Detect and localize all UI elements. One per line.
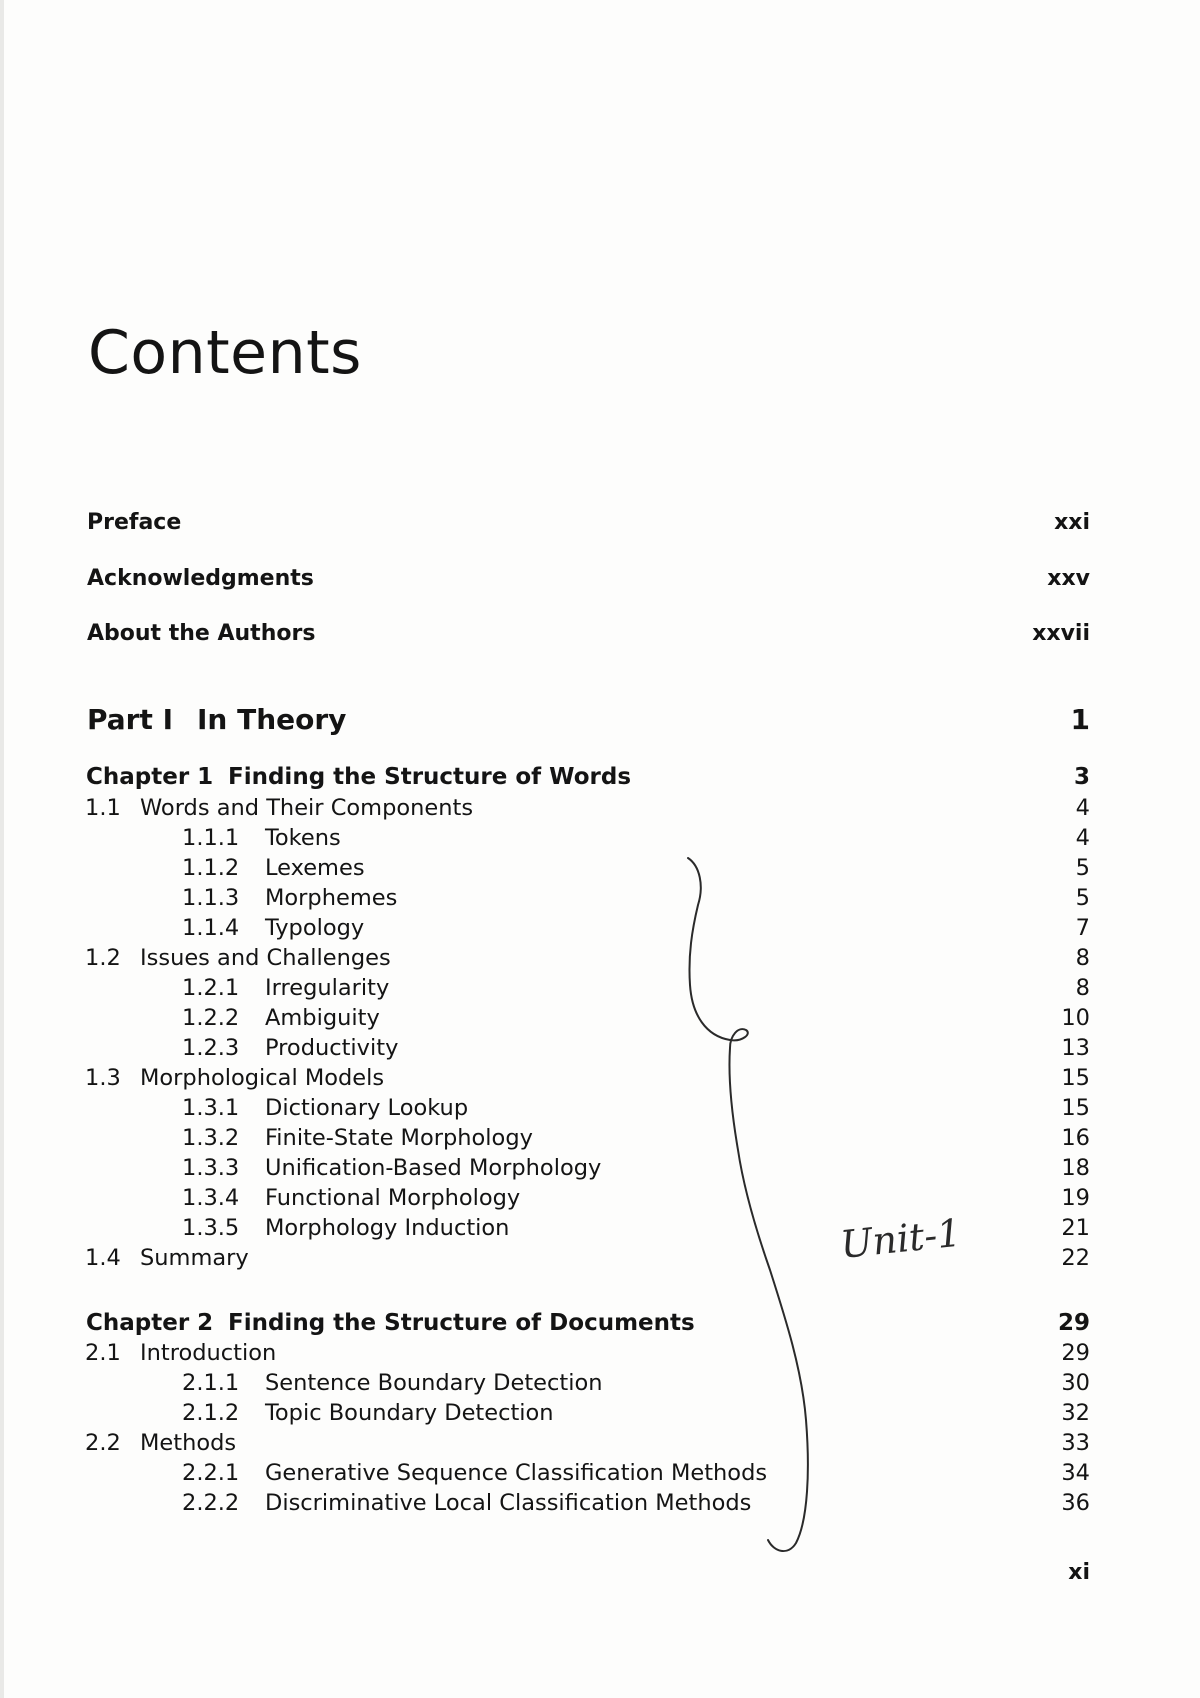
toc-entry-page: 29 [1061, 1340, 1090, 1366]
toc-entry-number: Chapter 1 [86, 764, 214, 790]
toc-entry-sub [0, 1155, 1200, 1185]
toc-entry-page: 13 [1061, 1035, 1090, 1061]
toc-entry-front [0, 621, 1200, 651]
toc-entry-title: Morphological Models [140, 1065, 385, 1091]
toc-entry-number: 2.2 [85, 1430, 121, 1456]
toc-entry-sec [0, 1430, 1200, 1460]
toc-entry-chap [0, 764, 1200, 794]
toc-entry-number: 1.1.2 [182, 855, 240, 881]
toc-entry-number: 1.3 [85, 1065, 121, 1091]
toc-entry-number: 1.1 [85, 795, 121, 821]
toc-entry-page: 8 [1075, 975, 1090, 1001]
toc-entry-front [0, 566, 1200, 596]
toc-entry-title: Dictionary Lookup [265, 1095, 469, 1121]
toc-entry-page: 7 [1075, 915, 1090, 941]
toc-entry-part [0, 703, 1200, 736]
toc-entry-page: xxv [1047, 566, 1090, 591]
toc-entry-page: 18 [1061, 1155, 1090, 1181]
toc-entry-title: Irregularity [265, 975, 390, 1001]
toc-entry-title: Ambiguity [265, 1005, 380, 1031]
toc-entry-title: Sentence Boundary Detection [265, 1370, 603, 1396]
toc-entry-number: 1.3.1 [182, 1095, 240, 1121]
toc-entry-number: 1.3.4 [182, 1185, 240, 1211]
toc-entry-number: 1.1.1 [182, 825, 240, 851]
toc-entry-title: Lexemes [265, 855, 365, 881]
toc-entry-number: 1.3.3 [182, 1155, 240, 1181]
toc-entry-number: 1.3.5 [182, 1215, 240, 1241]
toc-entry-title: Productivity [265, 1035, 399, 1061]
toc-entry-front [0, 510, 1200, 540]
toc-entry-title: Words and Their Components [140, 795, 474, 821]
toc-entry-title: Preface [87, 510, 182, 535]
toc-entry-page: xxi [1054, 510, 1090, 535]
toc-entry-sub [0, 1490, 1200, 1520]
toc-entry-page: 16 [1061, 1125, 1090, 1151]
toc-entry-sec [0, 1065, 1200, 1095]
toc-entry-title: Finding the Structure of Documents [228, 1310, 695, 1336]
toc-entry-page: 15 [1061, 1095, 1090, 1121]
toc-entry-number: 1.2.3 [182, 1035, 240, 1061]
toc-entry-title: Tokens [265, 825, 341, 851]
toc-entry-number: 2.1.1 [182, 1370, 240, 1396]
toc-entry-title: Finding the Structure of Words [228, 764, 632, 790]
toc-entry-number: 1.3.2 [182, 1125, 240, 1151]
toc-entry-page: 33 [1061, 1430, 1090, 1456]
toc-entry-sub [0, 975, 1200, 1005]
toc-entry-title: Morphology Induction [265, 1215, 510, 1241]
toc-entry-number: 1.2.2 [182, 1005, 240, 1031]
toc-entry-page: 36 [1061, 1490, 1090, 1516]
toc-entry-number: Part I [87, 703, 174, 736]
toc-entry-page: 5 [1075, 885, 1090, 911]
toc-entry-page: 29 [1057, 1310, 1090, 1336]
toc-entry-page: 4 [1075, 795, 1090, 821]
toc-entry-sub [0, 915, 1200, 945]
toc-entry-title: Topic Boundary Detection [265, 1400, 554, 1426]
toc-entry-title: Discriminative Local Classification Methods [265, 1490, 752, 1516]
toc-entry-title: Methods [140, 1430, 237, 1456]
toc-entry-number: 1.4 [85, 1245, 121, 1271]
toc-entry-title: Issues and Challenges [140, 945, 391, 971]
toc-entry-chap [0, 1310, 1200, 1340]
annotation-label: Unit-1 [838, 1210, 964, 1267]
toc-entry-title: Acknowledgments [87, 566, 314, 591]
toc-entry-title: Summary [140, 1245, 249, 1271]
toc-entry-page: 34 [1061, 1460, 1090, 1486]
page-title: Contents [88, 318, 362, 388]
toc-entry-number: 1.2 [85, 945, 121, 971]
toc-entry-page: 10 [1061, 1005, 1090, 1031]
toc-entry-sub [0, 1460, 1200, 1490]
toc-entry-title: Introduction [140, 1340, 277, 1366]
toc-entry-number: 2.2.1 [182, 1460, 240, 1486]
toc-entry-sub [0, 1215, 1200, 1245]
page-number: xi [1068, 1560, 1090, 1585]
toc-entry-sub [0, 1005, 1200, 1035]
toc-entry-number: 1.1.3 [182, 885, 240, 911]
toc-entry-sub [0, 1400, 1200, 1430]
toc-entry-title: Morphemes [265, 885, 398, 911]
toc-entry-page: 4 [1075, 825, 1090, 851]
toc-entry-title: Finite-State Morphology [265, 1125, 533, 1151]
toc-entry-sub [0, 1185, 1200, 1215]
toc-entry-page: xxvii [1032, 621, 1090, 646]
toc-entry-number: 2.1 [85, 1340, 121, 1366]
toc-entry-sub [0, 1370, 1200, 1400]
toc-entry-sub [0, 885, 1200, 915]
toc-entry-title: In Theory [197, 703, 347, 736]
toc-entry-page: 30 [1061, 1370, 1090, 1396]
toc-entry-page: 5 [1075, 855, 1090, 881]
toc-entry-sec [0, 1245, 1200, 1275]
toc-entry-number: 2.2.2 [182, 1490, 240, 1516]
toc-entry-page: 22 [1061, 1245, 1090, 1271]
toc-entry-title: About the Authors [87, 621, 316, 646]
toc-entry-sub [0, 1125, 1200, 1155]
toc-entry-sec [0, 945, 1200, 975]
toc-entry-title: Functional Morphology [265, 1185, 521, 1211]
toc-entry-page: 3 [1073, 764, 1090, 790]
toc-entry-number: 1.1.4 [182, 915, 240, 941]
toc-entry-title: Typology [265, 915, 365, 941]
toc-entry-sub [0, 1035, 1200, 1065]
toc-entry-page: 32 [1061, 1400, 1090, 1426]
toc-entry-page: 15 [1061, 1065, 1090, 1091]
toc-entry-sec [0, 795, 1200, 825]
toc-entry-page: 8 [1075, 945, 1090, 971]
toc-entry-sub [0, 855, 1200, 885]
toc-entry-sec [0, 1340, 1200, 1370]
toc-entry-page: 19 [1061, 1185, 1090, 1211]
toc-entry-title: Generative Sequence Classification Methods [265, 1460, 768, 1486]
toc-entry-number: 2.1.2 [182, 1400, 240, 1426]
toc-entry-sub [0, 1095, 1200, 1125]
toc-entry-number: Chapter 2 [86, 1310, 214, 1336]
toc-entry-title: Unification-Based Morphology [265, 1155, 602, 1181]
toc-entry-number: 1.2.1 [182, 975, 240, 1001]
toc-entry-page: 1 [1070, 703, 1090, 736]
toc-entry-sub [0, 825, 1200, 855]
toc-entry-page: 21 [1061, 1215, 1090, 1241]
